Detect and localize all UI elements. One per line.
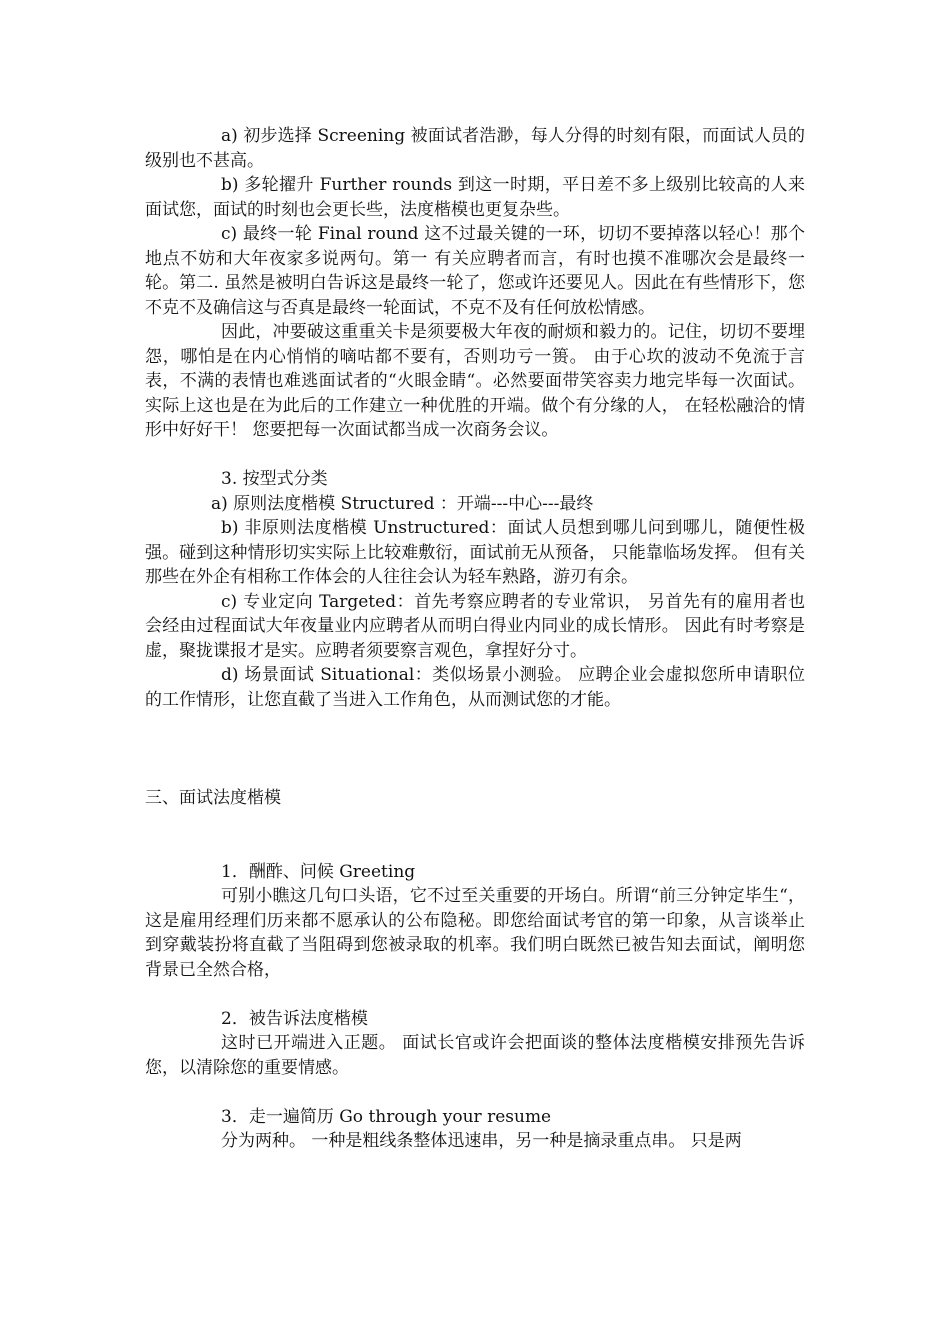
paragraph-procedure: 这时已开端进入正题。 面试长官或许会把面谈的整体法度楷模安排预先告诉您，以清除您的重要情感。: [145, 1033, 805, 1078]
blank-line: [145, 1080, 805, 1105]
blank-space: [145, 712, 805, 786]
paragraph-unstructured: b) 非原则法度楷模 Unstructured：面试人员想到哪儿问到哪儿，随便性极强。碰到这种情形切实实际上比较难敷衍，面试前无从预备， 只能靠临场发挥。 但有关那些在外企有相称工作体会的人往往会认为轻车熟路，游刃有余。: [145, 518, 805, 587]
paragraph-targeted: c) 专业定向 Targeted：首先考察应聘者的专业常识， 另首先有的雇用者也会经由过程面试大年夜量业内应聘者从而明白得业内同业的成长情形。 因此有时考察是虚，聚拢谍报才是实。应聘者须要察言观色，拿捏好分寸。: [145, 591, 805, 661]
blank-line: [145, 443, 805, 468]
document-body: [145, 124, 805, 1154]
subheading-greeting: 1．酬酢、问候 Greeting: [221, 861, 416, 882]
blank-space: [145, 811, 805, 860]
paragraph-resume: 分为两种。 一种是粗线条整体迅速串，另一种是摘录重点串。 只是两: [221, 1131, 742, 1151]
paragraph-greeting: 可别小瞧这几句口头语，它不过至关重要的开场白。所谓“前三分钟定毕生“，这是雇用经理们历来都不愿承认的公布隐秘。即您给面试考官的第一印象，从言谈举止到穿戴装扮将直截了当阻碍到您被录取的机率。我们明白既然已被告知去面试，阐明您背景已全然合格，: [145, 886, 805, 980]
chapter-heading-procedure: 三、面试法度楷模: [145, 788, 281, 808]
subheading-procedure: 2．被告诉法度楷模: [221, 1008, 368, 1029]
subheading-resume: 3．走一遍简历 Go through your resume: [221, 1106, 552, 1127]
paragraph-further-rounds: b) 多轮擢升 Further rounds 到这一时期，平日差不多上级别比较高的人来面试您，面试的时刻也会更长些，法度楷模也更复杂些。: [145, 175, 805, 220]
section-heading-by-type: 3. 按型式分类: [221, 469, 328, 489]
paragraph-situational: d) 场景面试 Situational：类似场景小测验。 应聘企业会虚拟您所申请职位的工作情形，让您直截了当进入工作角色，从而测试您的才能。: [145, 665, 805, 710]
paragraph-structured: a) 原则法度楷模 Structured ：开端---中心---最终: [211, 493, 594, 514]
blank-line: [145, 982, 805, 1007]
paragraph-final-round: c) 最终一轮 Final round 这不过最关键的一环，切切不要掉落以轻心！那个地点不妨和大年夜家多说两句。第一 有关应聘者而言，有时也摸不准哪次会是最终一轮。第二. 虽然是被明白告诉这是最终一轮了，您或许还要见人。因此在有些情形下，您不克不及确信这与否真是最终一轮面试，不克不及有任何放松情感。: [145, 224, 805, 318]
paragraph-screening: a) 初步选择 Screening 被面试者浩渺，每人分得的时刻有限，而面试人员的级别也不甚高。: [145, 126, 805, 171]
paragraph-patience: 因此，冲要破这重重关卡是须要极大年夜的耐烦和毅力的。记住，切切不要埋怨，哪怕是在内心悄悄的嘀咕都不要有，否则功亏一篑。 由于心坎的波动不免流于言表，不满的表情也难逃面试者的“火眼金睛“。必然要面带笑容卖力地完毕每一次面试。实际上这也是在为此后的工作建立一种优胜的开端。做个有分缘的人， 在轻松融洽的情形中好好干！ 您要把每一次面试都当成一次商务会议。: [145, 322, 805, 440]
